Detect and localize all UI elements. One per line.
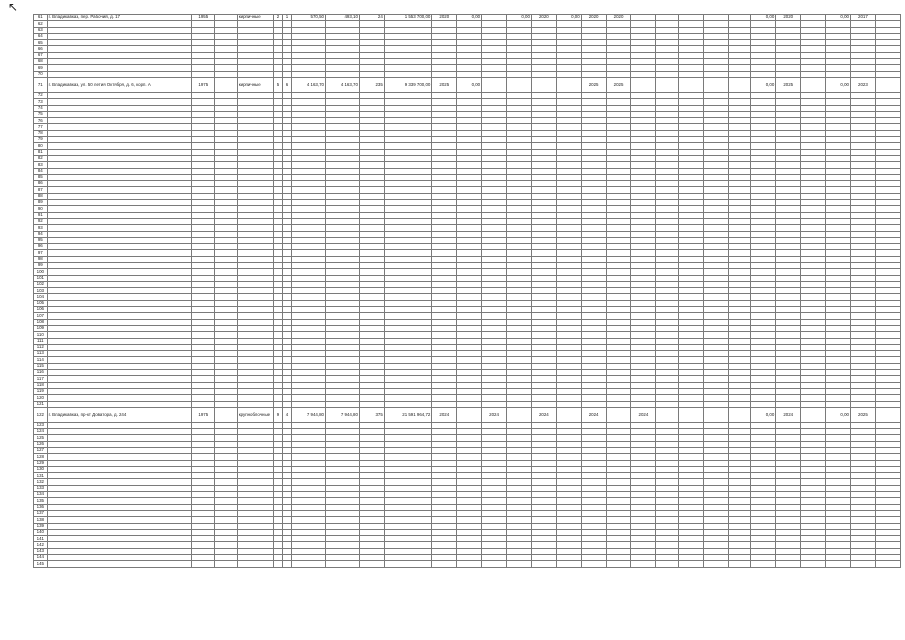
table-cell: 117 [34,376,48,382]
table-cell: 109 [34,325,48,331]
table-cell: 111 [34,338,48,344]
table-cell [273,561,282,567]
table-cell: 72 [34,92,48,98]
table-cell: 105 [34,300,48,306]
table-cell: 7 944,80 [325,407,359,422]
table-cell: 0,00 [507,15,532,21]
table-cell: г. Владикавказ, пр-кт Доватора, д. 244 [47,407,192,422]
housing-register-table [33,14,901,568]
table-cell [801,77,826,92]
table-cell [507,77,532,92]
table-cell: 4 163,70 [325,77,359,92]
table-cell: 81 [34,149,48,155]
table-cell: 95 [34,237,48,243]
table-cell: 84 [34,168,48,174]
table-cell: 0,00 [751,15,776,21]
table-cell: 69 [34,65,48,71]
table-cell: 24 [359,15,384,21]
table-cell: 119 [34,388,48,394]
table-cell [703,561,728,567]
table-cell [556,407,581,422]
table-cell [850,561,875,567]
table-cell: 4 163,70 [292,77,326,92]
table-cell: 75 [34,111,48,117]
table-cell [728,407,751,422]
table-cell [531,561,556,567]
table-cell: 0,00 [556,15,581,21]
table-cell [776,561,801,567]
table-cell [606,407,631,422]
table-cell: 63 [34,27,48,33]
table-cell [47,561,192,567]
table-cell [703,77,728,92]
table-cell: 2 [273,15,282,21]
table-cell [384,561,432,567]
table-row [34,561,901,567]
table-cell [215,77,238,92]
table-cell [531,77,556,92]
table-cell: 9 339 700,00 [384,77,432,92]
table-cell: 493,10 [325,15,359,21]
table-cell: 6 [282,77,291,92]
table-cell: 0,00 [457,77,482,92]
table-cell: 112 [34,344,48,350]
table-cell: 2024 [432,407,457,422]
table-cell [678,407,703,422]
table-cell: 110 [34,332,48,338]
table-cell [678,77,703,92]
table-cell: 134 [34,492,48,498]
table-cell [215,561,238,567]
table-cell: 133 [34,485,48,491]
table-cell: 140 [34,529,48,535]
table-cell: 77 [34,124,48,130]
corner-arrow-mark: ↖ [8,0,19,14]
table-cell: 62 [34,21,48,27]
table-cell [801,407,826,422]
table-cell: 113 [34,351,48,357]
table-cell: 137 [34,510,48,516]
table-cell: 130 [34,466,48,472]
table-cell: 138 [34,517,48,523]
table-cell [606,561,631,567]
table-cell: 2017 [850,15,875,21]
table-cell [556,561,581,567]
table-cell: 94 [34,231,48,237]
table-cell: 101 [34,275,48,281]
table-cell [728,77,751,92]
table-cell: г. Владикавказ, ул. 50 летия Октября, д. 6, корп. А [47,77,192,92]
table-cell [703,407,728,422]
table-cell: 2020 [776,15,801,21]
table-cell [656,561,679,567]
table-cell [292,561,326,567]
table-cell: 70 [34,71,48,77]
table-cell: 0,00 [826,77,851,92]
table-cell: 2020 [581,15,606,21]
table-cell: 73 [34,99,48,105]
table-cell: 1975 [192,407,215,422]
table-cell: 93 [34,225,48,231]
table-cell: 102 [34,281,48,287]
table-cell: 7 944,80 [292,407,326,422]
table-cell [215,407,238,422]
table-cell: 91 [34,212,48,218]
table-cell: 2024 [482,407,507,422]
table-cell: 66 [34,46,48,52]
table-cell: 2020 [606,15,631,21]
table-cell: 235 [359,77,384,92]
table-cell: 5 [273,77,282,92]
table-cell: 96 [34,244,48,250]
table-cell: г. Владикавказ, пер. Рабочий, д. 17 [47,15,192,21]
table-cell: 21 591 964,72 [384,407,432,422]
table-cell [457,561,482,567]
table-cell [482,77,507,92]
table-cell [631,561,656,567]
table-cell: 104 [34,294,48,300]
table-cell: 1 [282,15,291,21]
table-cell: 118 [34,382,48,388]
table-cell [237,561,273,567]
table-cell: 74 [34,105,48,111]
table-cell: 1955 [192,15,215,21]
table-cell: 1 553 700,00 [384,15,432,21]
table-cell [507,407,532,422]
table-cell: 89 [34,200,48,206]
table-cell: 106 [34,307,48,313]
table-cell [556,77,581,92]
table-cell: 71 [34,77,48,92]
table-cell: 2020 [432,15,457,21]
table-cell: 131 [34,473,48,479]
table-cell: 116 [34,370,48,376]
table-cell: 97 [34,250,48,256]
table-cell: 128 [34,454,48,460]
table-cell [359,561,384,567]
table-cell [801,561,826,567]
table-cell [457,407,482,422]
table-cell: 100 [34,269,48,275]
table-cell [482,561,507,567]
table-cell [875,561,900,567]
table-cell: 126 [34,441,48,447]
table-cell: 2023 [850,77,875,92]
table-cell: 80 [34,143,48,149]
table-cell: 85 [34,174,48,180]
table-cell: 2024 [581,407,606,422]
table-cell: 61 [34,15,48,21]
table-cell: 0,00 [826,407,851,422]
table-cell [656,77,679,92]
table-body [34,15,901,568]
table-cell: 2025 [581,77,606,92]
table-cell: 103 [34,288,48,294]
table-cell: 88 [34,193,48,199]
table-cell: 0,00 [826,15,851,21]
table-cell: 107 [34,313,48,319]
table-cell: 2020 [531,15,556,21]
table-cell: 129 [34,460,48,466]
table-row [34,77,901,92]
table-cell: 120 [34,395,48,401]
table-cell: 92 [34,218,48,224]
table-cell [728,561,751,567]
table-cell: 139 [34,523,48,529]
table-cell: 2024 [776,407,801,422]
table-cell: 145 [34,561,48,567]
table-cell: 86 [34,181,48,187]
table-cell [656,407,679,422]
table-cell: 82 [34,155,48,161]
table-cell [507,561,532,567]
table-cell: 9 [273,407,282,422]
table-cell: 114 [34,357,48,363]
table-cell: 87 [34,187,48,193]
table-cell: 76 [34,118,48,124]
table-cell [432,561,457,567]
table-cell: 136 [34,504,48,510]
table-cell: 2025 [432,77,457,92]
table-cell: 99 [34,262,48,268]
table-cell: 125 [34,435,48,441]
table-cell: 0,00 [751,77,776,92]
table-cell [325,561,359,567]
table-cell: 2024 [631,407,656,422]
table-cell [282,561,291,567]
table-cell: 67 [34,52,48,58]
table-cell: кирпичные [237,77,273,92]
table-cell: 78 [34,130,48,136]
table-cell: 123 [34,422,48,428]
table-cell: 115 [34,363,48,369]
table-cell: 79 [34,137,48,143]
table-cell: 2025 [606,77,631,92]
table-cell: 2024 [531,407,556,422]
table-cell: 1975 [192,77,215,92]
table-cell: 122 [34,407,48,422]
table-cell: 65 [34,40,48,46]
table-cell: 375 [359,407,384,422]
table-cell: 108 [34,319,48,325]
table-cell: кирпичные [237,15,273,21]
table-cell: 132 [34,479,48,485]
table-cell [192,561,215,567]
table-cell [826,561,851,567]
table-cell [631,77,656,92]
table-cell [751,561,776,567]
table-cell [678,561,703,567]
table-cell: 0,00 [751,407,776,422]
table-cell: 68 [34,59,48,65]
table-cell: 2025 [776,77,801,92]
table-cell: 98 [34,256,48,262]
table-cell: 0,00 [457,15,482,21]
table-cell [581,561,606,567]
table-cell: 90 [34,206,48,212]
table-cell: 127 [34,448,48,454]
table-cell: 570,50 [292,15,326,21]
table-row [34,407,901,422]
table-cell: 83 [34,162,48,168]
table-cell: 2025 [850,407,875,422]
table-cell: 142 [34,542,48,548]
table-cell: 121 [34,401,48,407]
table-cell: 64 [34,33,48,39]
table-cell: 144 [34,555,48,561]
table-cell [875,77,900,92]
table-cell: крупноблочные [237,407,273,422]
table-cell: 143 [34,548,48,554]
table-cell [875,407,900,422]
table-cell: 135 [34,498,48,504]
table-cell: 141 [34,536,48,542]
table-cell: 4 [282,407,291,422]
table-cell: 124 [34,429,48,435]
